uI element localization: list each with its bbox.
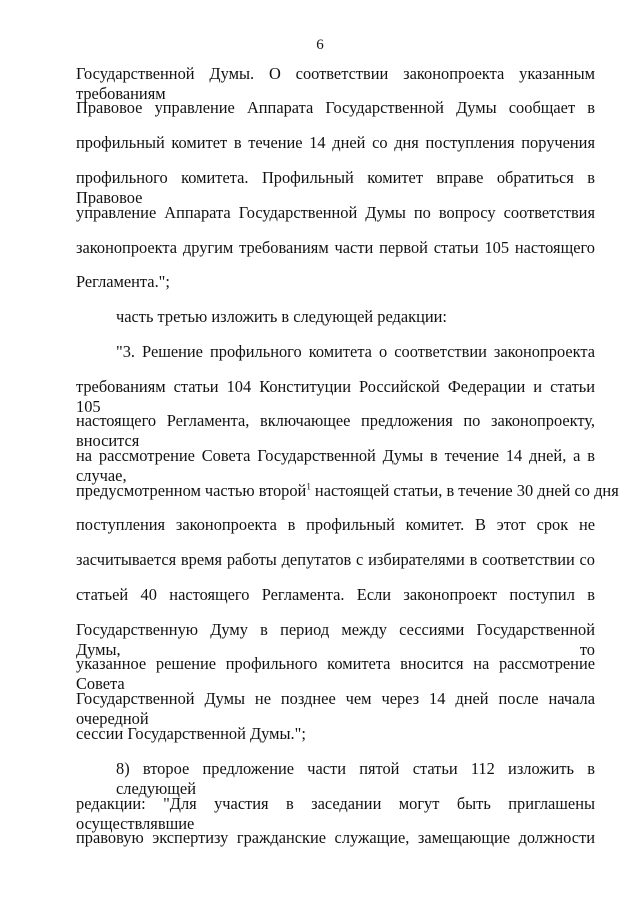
text-line: редакции: "Для участия в заседании могут быть приглашены осуществлявшие [76, 794, 595, 833]
page-number: 6 [316, 37, 324, 53]
text-line: на рассмотрение Совета Государственной Думы в течение 14 дней, а в случае, [76, 446, 595, 485]
text-line: сессии Государственной Думы."; [76, 724, 306, 743]
text-line: засчитывается время работы депутатов с избирателями в соответствии со [76, 550, 595, 569]
text-line: поступления законопроекта в профильный комитет. В этот срок не [76, 515, 595, 534]
text-line: правовую экспертизу гражданские служащие, замещающие должности [76, 828, 595, 847]
text-line: указанное решение профильного комитета вносится на рассмотрение Совета [76, 654, 595, 693]
text-line: Правовое управление Аппарата Государственной Думы сообщает в [76, 98, 595, 117]
text-line: управление Аппарата Государственной Думы по вопросу соответствия [76, 203, 595, 222]
text-line: профильный комитет в течение 14 дней со дня поступления поручения [76, 133, 595, 152]
text-line: настоящего Регламента, включающее предложения по законопроекту, вносится [76, 411, 595, 450]
text-line-with-superscript [76, 481, 619, 501]
paragraph-start-line: "3. Решение профильного комитета о соответствии законопроекта [116, 342, 595, 361]
footnote-superscript: 1 [306, 481, 311, 492]
text-fragment: настоящей статьи, в течение 30 дней со дня [310, 481, 619, 500]
text-line: профильного комитета. Профильный комитет вправе обратиться в Правовое [76, 168, 595, 207]
text-line: Государственной Думы не позднее чем через 14 дней после начала очередной [76, 689, 595, 728]
text-line: Государственную Думу в период между сессиями Государственной Думы, то [76, 620, 595, 659]
text-line: Регламента."; [76, 272, 170, 291]
text-fragment: предусмотренном частью второй [76, 481, 307, 500]
paragraph-start-line: 8) второе предложение части пятой статьи 112 изложить в следующей [116, 759, 595, 798]
paragraph-start-line: часть третью изложить в следующей редакции: [116, 307, 447, 326]
text-line: законопроекта другим требованиям части первой статьи 105 настоящего [76, 238, 595, 257]
text-line: требованиям статьи 104 Конституции Российской Федерации и статьи 105 [76, 377, 595, 416]
text-line: Государственной Думы. О соответствии законопроекта указанным требованиям [76, 64, 595, 103]
text-line: статьей 40 настоящего Регламента. Если законопроект поступил в [76, 585, 595, 604]
